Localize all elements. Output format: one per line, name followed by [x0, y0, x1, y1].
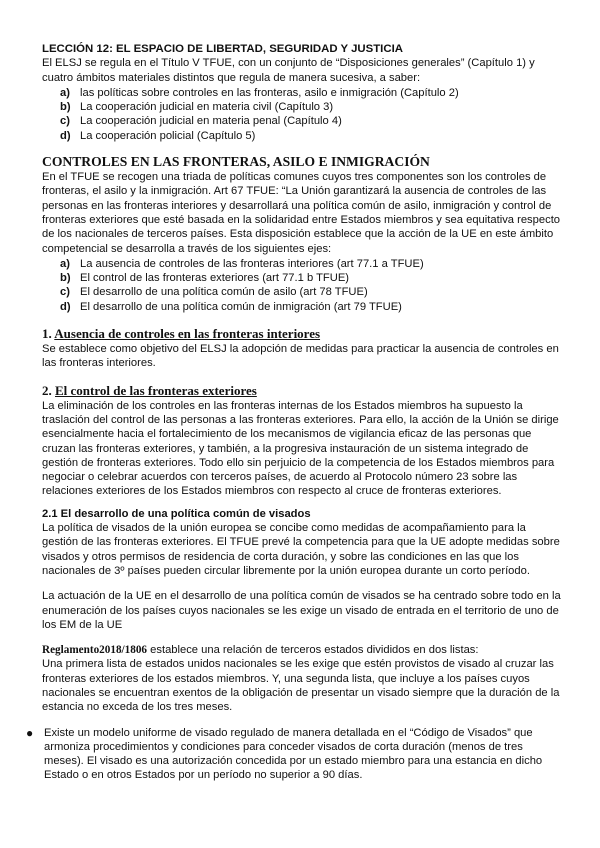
controles-body: En el TFUE se recogen una triada de políticas comunes cuyos tres componentes son los controles de fronteras, el asilo y la inmigración. Art 67 TFUE: “La Unión garantizará la ausencia de controles de las personas en las fronteras interiores y desarrollará una política común de asilo, inmigración y control de fronteras exteriores que esté basada en la solidaridad entre Estados miembros y sea equitativa respecto de los nacionales de terceros países. Esta disposición establece que la acción de la UE en este ámbito competencial se desarrolla a través de los siguientes ejes: — [42, 171, 561, 255]
list-item-text: La cooperación judicial en materia penal (Capítulo 4) — [80, 115, 342, 128]
bullet-text: Existe un modelo uniforme de visado regulado de manera detallada en el “Código de Visados” que armoniza procedimientos y condiciones para conceder visados de corta duración (menos de tres meses). El visado es una autorización concedida por un estado miembro para una estancia en dicho Estado o en otros Estados por un período no superior a 90 días. — [44, 726, 543, 782]
list-marker: b) — [60, 272, 71, 285]
section-2-1-paragraph-2: La actuación de la UE en el desarrollo de una política común de visados se ha centrado sobre todo en la enumeración de los países cuyos nacionales se les exige un visado de entrada en el territorio de uno de los EM de la UE — [42, 590, 561, 631]
section-1-heading — [42, 326, 562, 342]
section-2-heading — [42, 383, 562, 399]
lesson-intro: El ELSJ se regula en el Título V TFUE, con un conjunto de “Disposiciones generales” (Capítulo 1) y cuatro ámbitos materiales distintos que regula de manera sucesiva, a saber: — [42, 57, 535, 84]
reglamento-line — [42, 643, 562, 657]
list-item-text: La cooperación policial (Capítulo 5) — [80, 129, 256, 142]
section-title: Ausencia de controles en las fronteras interiores — [54, 326, 321, 342]
bullet-dot-icon: ● — [26, 725, 34, 740]
list-item — [42, 129, 562, 143]
list-item-text: La cooperación judicial en materia civil (Capítulo 3) — [80, 101, 334, 114]
list-item-text: El desarrollo de una política común de inmigración (art 79 TFUE) — [80, 300, 402, 313]
list-item-text: La ausencia de controles de las fronteras interiores (art 77.1 a TFUE) — [80, 257, 424, 270]
section-2-1-paragraph-3: Una primera lista de estados unidos nacionales se les exige que estén provistos de visado al cruzar las fronteras exteriores de los estados miembros. Y, una segunda lista, que incluye a los países cuyos nacionales se encuentran exentos de la obligación de presentar un visado siempre que la duración de la estancia no exceda de los tres meses. — [42, 658, 560, 714]
list-item — [42, 100, 562, 114]
lesson-title: LECCIÓN 12: EL ESPACIO DE LIBERTAD, SEGURIDAD Y JUSTICIA — [42, 43, 403, 55]
list-item-text: El control de las fronteras exteriores (art 77.1 b TFUE) — [80, 272, 350, 285]
list-item — [42, 285, 562, 299]
section-1-body: Se establece como objetivo del ELSJ la adopción de medidas para practicar la ausencia de controles en las fronteras interiores. — [42, 343, 559, 370]
list-marker: a) — [60, 257, 70, 270]
controles-heading: CONTROLES EN LAS FRONTERAS, ASILO E INMIGRACIÓN — [42, 154, 430, 170]
list-item — [42, 114, 562, 128]
list-marker: a) — [60, 86, 70, 99]
section-title: El control de las fronteras exteriores — [55, 382, 257, 398]
list-marker: c) — [60, 286, 70, 299]
list-marker: b) — [60, 101, 71, 114]
list-item — [42, 257, 562, 271]
list-marker: c) — [60, 115, 70, 128]
document-page — [26, 42, 562, 783]
section-2-body: La eliminación de los controles en las fronteras internas de los Estados miembros ha supuesto la traslación del control de las personas a las fronteras exteriores. Para ello, la acción de la Unión se dirige esencialmente hacia el fortalecimiento de los mecanismos de vigilancia eficaz de las personas que cruzan las fronteras exteriores, y también, a la progresiva instauración de un sistema integrado de gestión de fronteras exteriores. Todo ello sin perjuicio de la competencia de los Estados miembros para negociar o celebrar acuerdos con terceros países, de acuerdo al Protocolo número 23 sobre las relaciones exteriores de los Estados miembros con respecto al cruce de fronteras exteriores. — [42, 399, 559, 498]
list-marker: d) — [60, 300, 71, 313]
reglamento-text: establece una relación de terceros estados divididos en dos listas: — [147, 644, 479, 657]
list-item-text: las políticas sobre controles en las fronteras, asilo e inmigración (Capítulo 2) — [80, 86, 459, 99]
bullet-item — [26, 726, 562, 783]
section-2-1-heading: 2.1 El desarrollo de una política común de visados — [42, 507, 311, 520]
section-2-1-paragraph-1: La política de visados de la unión europea se concibe como medidas de acompañamiento para la gestión de las fronteras exteriores. El TFUE prevé la competencia para que la UE adopte medidas sobre visados y otros permisos de residencia de corta duración, y sobre las condiciones en las que los nacionales de 3º países pueden circular libremente por la unión europea durante un corto período. — [42, 522, 560, 577]
controles-list — [42, 257, 562, 314]
reglamento-label: Reglamento2018/1806 — [42, 644, 148, 657]
section-number: 2. — [42, 382, 52, 398]
list-item-text: El desarrollo de una política común de asilo (art 78 TFUE) — [80, 286, 368, 299]
list-item — [42, 86, 562, 100]
lesson-list — [42, 86, 562, 143]
list-marker: d) — [60, 129, 71, 142]
list-item — [42, 271, 562, 285]
section-number: 1. — [42, 326, 52, 342]
list-item — [42, 300, 562, 314]
